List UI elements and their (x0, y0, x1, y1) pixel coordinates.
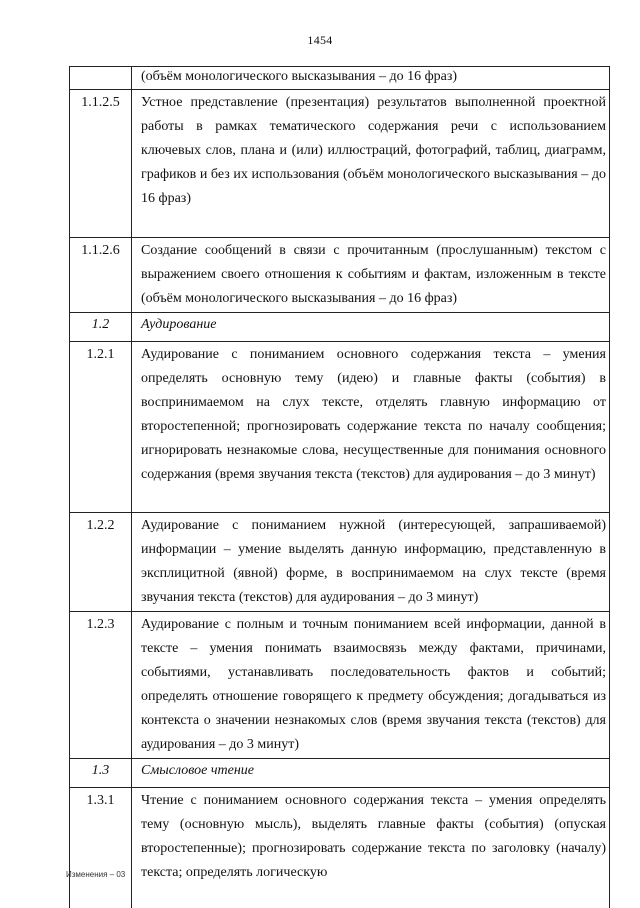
table-row (70, 90, 610, 238)
footer-revision-note: Изменения – 03 (66, 870, 125, 879)
section-title: Аудирование (132, 313, 610, 342)
row-text: Аудирование с пониманием нужной (интересующей, запрашиваемой) информации – умение выделять данную информацию, представленную в эксплицитной (явной) форме, в воспринимаемом на слух тексте (время звучания текста (текстов) для аудирования – до 3 минут) (132, 513, 610, 612)
table-row (70, 238, 610, 313)
row-number: 1.1.2.6 (70, 238, 132, 313)
page-number: 1454 (0, 33, 640, 48)
row-text: Аудирование с пониманием основного содержания текста – умения определять основную тему (идею) и главные факты (события) в воспринимаемом на слух тексте, отделять главную информацию от второстепенной; прогнозировать содержание текста по началу сообщения; игнорировать незнакомые слова, несущественные для понимания основного содержания (время звучания текста (текстов) для аудирования – до 3 минут) (132, 342, 610, 513)
table-row (70, 612, 610, 759)
section-number: 1.2 (70, 313, 132, 342)
section-row (70, 759, 610, 788)
row-text: Аудирование с полным и точным пониманием всей информации, данной в тексте – умения понимать взаимосвязь между фактами, причинами, событиями, устанавливать последовательность фактов и событий; определять отношение говорящего к предмету обсуждения; догадываться из контекста о значении незнакомых слов (время звучания текста (текстов) для аудирования – до 3 минут) (132, 612, 610, 759)
row-number: 1.1.2.5 (70, 90, 132, 238)
row-number: 1.2.2 (70, 513, 132, 612)
row-number: 1.2.3 (70, 612, 132, 759)
row-text: Чтение с пониманием основного содержания текста – умения определять тему (основную мысль), выделять главные факты (события) (опуская второстепенные); прогнозировать содержание текста по заголовку (началу) текста; определять логическую (132, 788, 610, 908)
row-text: Создание сообщений в связи с прочитанным (прослушанным) текстом с выражением своего отношения к событиям и фактам, изложенным в тексте (объём монологического высказывания – до 16 фраз) (132, 238, 610, 313)
table-row (70, 513, 610, 612)
table-row (70, 342, 610, 513)
section-title: Смысловое чтение (132, 759, 610, 788)
row-number: 1.3.1 (70, 788, 132, 908)
section-number: 1.3 (70, 759, 132, 788)
row-text: Устное представление (презентация) результатов выполненной проектной работы в рамках тематического содержания речи с использованием ключевых слов, плана и (или) иллюстраций, фотографий, таблиц, диаграмм, графиков и без их использования (объём монологического высказывания – до 16 фраз) (132, 90, 610, 238)
row-number (70, 67, 132, 90)
content-table (69, 66, 610, 908)
table-row (70, 788, 610, 908)
row-number: 1.2.1 (70, 342, 132, 513)
row-text: (объём монологического высказывания – до 16 фраз) (132, 67, 610, 90)
table-row (70, 67, 610, 90)
section-row (70, 313, 610, 342)
